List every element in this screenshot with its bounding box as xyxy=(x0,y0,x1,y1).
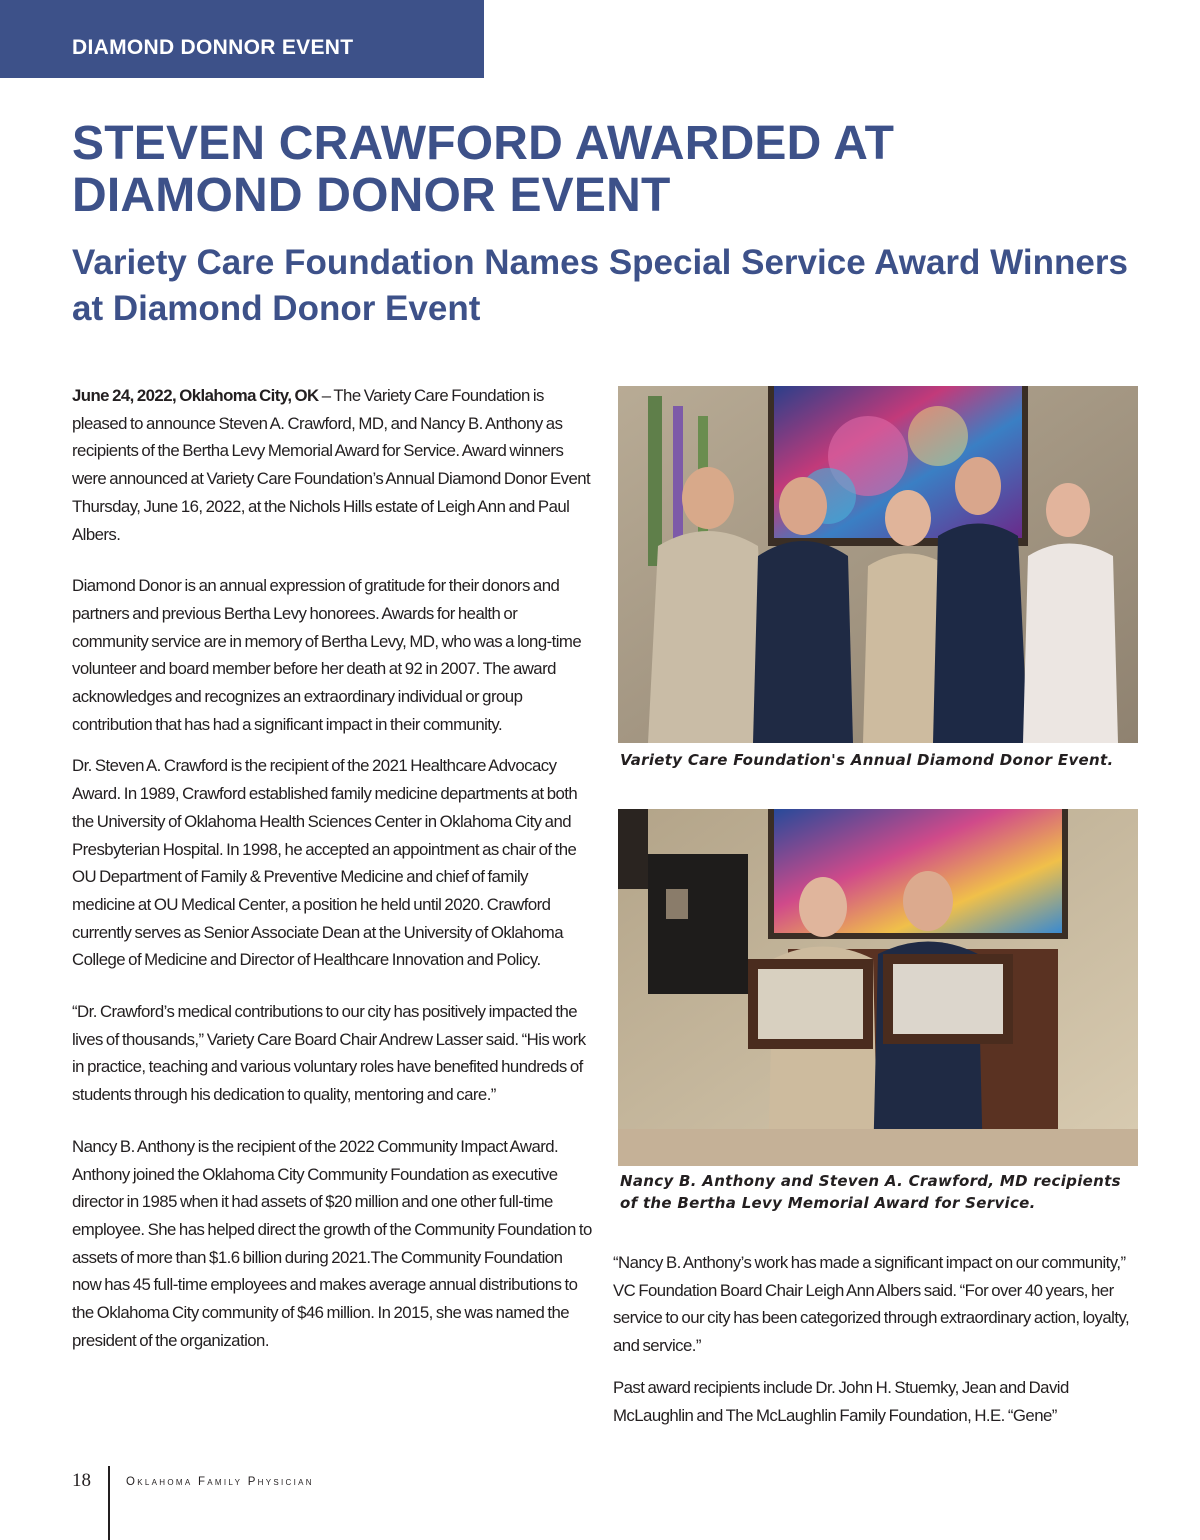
publication-name: Oklahoma Family Physician xyxy=(126,1476,314,1488)
photo-group-event xyxy=(618,386,1138,743)
paragraph-7: Past award recipients include Dr. John H. Stuemky, Jean and David McLaughlin and The McLaughlin Family Foundation, H.E. “Gene” xyxy=(613,1377,1069,1425)
article-column-right xyxy=(613,1249,1133,1443)
paragraph-6: “Nancy B. Anthony’s work has made a significant impact on our community,” VC Foundation Board Chair Leigh Ann Albers said. “For over 40 years, her service to our city has been categorized through extraordinary action, loyalty, and service.” xyxy=(613,1253,1130,1356)
photo-award-recipients xyxy=(618,809,1138,1166)
photo-award-recipients-image xyxy=(618,809,1138,1166)
paragraph-4: “Dr. Crawford’s medical contributions to our city has positively impacted the lives of thousands,” Variety Care Board Chair Andrew Lasser said. “His work in practice, teaching and various voluntary roles have benefited hundreds of students through his dedication to quality, mentoring and care.” xyxy=(72,1002,586,1105)
paragraph-3: Dr. Steven A. Crawford is the recipient of the 2021 Healthcare Advocacy Award. In 1989, Crawford established family medicine departments at both the University of Oklahoma Health Sciences Center in Oklahoma City and Presbyterian Hospital. In 1998, he accepted an appointment as chair of the OU Department of Family & Preventive Medicine and chief of family medicine at OU Medical Center, a position he held until 2020. Crawford currently serves as Senior Associate Dean at the University of Oklahoma College of Medicine and Director of Healthcare Innovation and Policy. xyxy=(72,756,578,970)
headline: STEVEN CRAWFORD AWARDED AT DIAMOND DONOR EVENT xyxy=(72,117,895,222)
paragraph-2: Diamond Donor is an annual expression of gratitude for their donors and partners and previous Bertha Levy honorees. Awards for health or community service are in memory of Bertha Levy, MD, who was a long-time volunteer and board member before her death at 92 in 2007. The award acknowledges and recognizes an extraordinary individual or group contribution that has had a significant impact in their community. xyxy=(72,576,582,734)
page-footer xyxy=(72,1466,472,1540)
subheadline: Variety Care Foundation Names Special Service Award Winners at Diamond Donor Event xyxy=(72,243,1128,328)
article-column-left xyxy=(72,382,592,1369)
paragraph-5: Nancy B. Anthony is the recipient of the 2022 Community Impact Award. Anthony joined the Oklahoma City Community Foundation as executive director in 1985 when it had assets of $20 million and one other full-time employee. She has helped direct the growth of the Community Foundation to assets of more than $1.6 billion during 2021.The Community Foundation now has 45 full-time employees and makes average annual distributions to the Oklahoma City community of $46 million. In 2015, she was named the president of the organization. xyxy=(72,1136,592,1350)
section-banner: DIAMOND DONNOR EVENT xyxy=(0,0,484,78)
photo-group-event-image xyxy=(618,386,1138,743)
dateline: June 24, 2022, Oklahoma City, OK xyxy=(72,386,319,405)
caption-photo-1: Variety Care Foundation's Annual Diamond Donor Event. xyxy=(620,751,1114,769)
caption-photo-2: Nancy B. Anthony and Steven A. Crawford, MD recipients of the Bertha Levy Memorial Award for Service. xyxy=(620,1172,1121,1212)
page-number: 18 xyxy=(72,1470,91,1491)
footer-divider xyxy=(108,1466,110,1540)
lead-text: – The Variety Care Foundation is pleased to announce Steven A. Crawford, MD, and Nancy B. Anthony as recipients of the Bertha Levy Memorial Award for Service. Award winners were announced at Variety Care Foundation’s Annual Diamond Donor Event Thursday, June 16, 2022, at the Nichols Hills estate of Leigh Ann and Paul Albers. xyxy=(72,386,591,544)
lead-paragraph xyxy=(72,382,592,548)
